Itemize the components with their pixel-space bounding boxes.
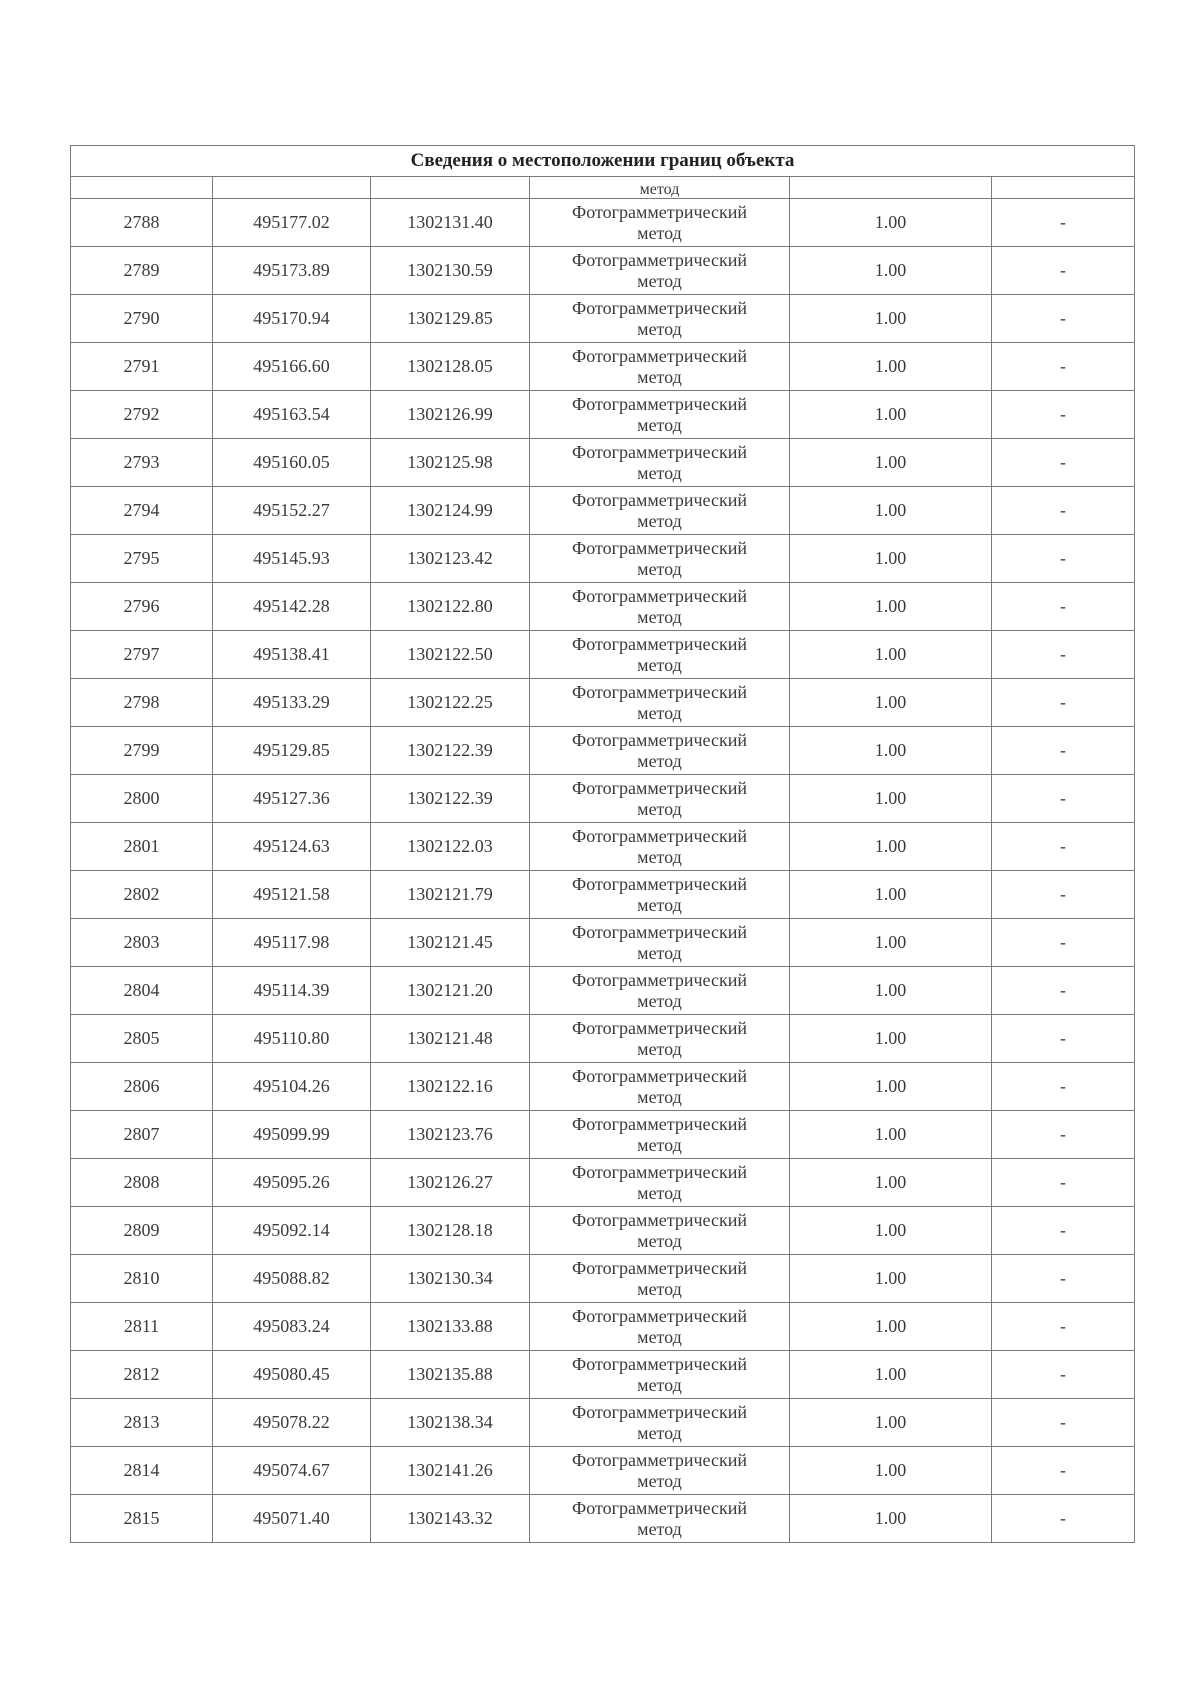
precision-cell: 1.00 bbox=[790, 391, 992, 439]
table-body bbox=[71, 177, 1135, 1543]
x-coordinate-cell: 495145.93 bbox=[213, 535, 371, 583]
x-coordinate-cell: 495173.89 bbox=[213, 247, 371, 295]
method-line: Фотограмметрический bbox=[572, 201, 747, 222]
method-line: метод bbox=[637, 1278, 682, 1299]
point-number-cell: 2804 bbox=[71, 967, 213, 1015]
table-row bbox=[71, 1399, 1135, 1447]
x-coordinate-cell: 495110.80 bbox=[213, 1015, 371, 1063]
y-coordinate-cell: 1302123.76 bbox=[371, 1111, 530, 1159]
method-cell bbox=[530, 1207, 790, 1255]
precision-cell: 1.00 bbox=[790, 919, 992, 967]
point-number-cell: 2805 bbox=[71, 1015, 213, 1063]
method-line: метод bbox=[637, 990, 682, 1011]
table-row bbox=[71, 295, 1135, 343]
precision-cell: 1.00 bbox=[790, 295, 992, 343]
cell bbox=[213, 177, 371, 199]
description-cell: - bbox=[992, 1495, 1135, 1543]
table-row bbox=[71, 199, 1135, 247]
x-coordinate-cell: 495160.05 bbox=[213, 439, 371, 487]
x-coordinate-cell: 495170.94 bbox=[213, 295, 371, 343]
precision-cell: 1.00 bbox=[790, 1255, 992, 1303]
y-coordinate-cell: 1302122.39 bbox=[371, 727, 530, 775]
y-coordinate-cell: 1302123.42 bbox=[371, 535, 530, 583]
method-line: Фотограмметрический bbox=[572, 1161, 747, 1182]
table-row bbox=[71, 1111, 1135, 1159]
description-cell: - bbox=[992, 487, 1135, 535]
precision-cell: 1.00 bbox=[790, 823, 992, 871]
precision-cell: 1.00 bbox=[790, 727, 992, 775]
method-line: Фотограмметрический bbox=[572, 1065, 747, 1086]
method-cell bbox=[530, 823, 790, 871]
y-coordinate-cell: 1302125.98 bbox=[371, 439, 530, 487]
description-cell: - bbox=[992, 727, 1135, 775]
method-cell bbox=[530, 535, 790, 583]
method-line: метод bbox=[637, 654, 682, 675]
point-number-cell: 2792 bbox=[71, 391, 213, 439]
method-line: метод bbox=[637, 558, 682, 579]
x-coordinate-cell: 495095.26 bbox=[213, 1159, 371, 1207]
description-cell: - bbox=[992, 343, 1135, 391]
table-row bbox=[71, 1207, 1135, 1255]
method-line: Фотограмметрический bbox=[572, 1305, 747, 1326]
x-coordinate-cell: 495092.14 bbox=[213, 1207, 371, 1255]
point-number-cell: 2789 bbox=[71, 247, 213, 295]
method-line: метод bbox=[637, 942, 682, 963]
y-coordinate-cell: 1302126.99 bbox=[371, 391, 530, 439]
y-coordinate-cell: 1302133.88 bbox=[371, 1303, 530, 1351]
y-coordinate-cell: 1302130.34 bbox=[371, 1255, 530, 1303]
description-cell: - bbox=[992, 919, 1135, 967]
x-coordinate-cell: 495104.26 bbox=[213, 1063, 371, 1111]
x-coordinate-cell: 495099.99 bbox=[213, 1111, 371, 1159]
method-line: Фотограмметрический bbox=[572, 1449, 747, 1470]
method-cell bbox=[530, 1255, 790, 1303]
point-number-cell: 2803 bbox=[71, 919, 213, 967]
method-cell bbox=[530, 1111, 790, 1159]
precision-cell: 1.00 bbox=[790, 1207, 992, 1255]
method-cell bbox=[530, 391, 790, 439]
description-cell: - bbox=[992, 391, 1135, 439]
point-number-cell: 2799 bbox=[71, 727, 213, 775]
method-line: метод bbox=[637, 222, 682, 243]
description-cell: - bbox=[992, 967, 1135, 1015]
precision-cell: 1.00 bbox=[790, 199, 992, 247]
x-coordinate-cell: 495152.27 bbox=[213, 487, 371, 535]
x-coordinate-cell: 495163.54 bbox=[213, 391, 371, 439]
precision-cell: 1.00 bbox=[790, 1447, 992, 1495]
y-coordinate-cell: 1302121.79 bbox=[371, 871, 530, 919]
y-coordinate-cell: 1302122.50 bbox=[371, 631, 530, 679]
method-line: Фотограмметрический bbox=[572, 1401, 747, 1422]
precision-cell: 1.00 bbox=[790, 1351, 992, 1399]
table-row bbox=[71, 1063, 1135, 1111]
method-line: метод bbox=[637, 894, 682, 915]
precision-cell: 1.00 bbox=[790, 1399, 992, 1447]
method-cell bbox=[530, 1303, 790, 1351]
point-number-cell: 2812 bbox=[71, 1351, 213, 1399]
point-number-cell: 2798 bbox=[71, 679, 213, 727]
method-cell bbox=[530, 967, 790, 1015]
method-line: Фотограмметрический bbox=[572, 969, 747, 990]
x-coordinate-cell: 495088.82 bbox=[213, 1255, 371, 1303]
y-coordinate-cell: 1302121.20 bbox=[371, 967, 530, 1015]
table-row bbox=[71, 1255, 1135, 1303]
table-row bbox=[71, 727, 1135, 775]
method-line: метод bbox=[637, 366, 682, 387]
method-line: метод bbox=[637, 702, 682, 723]
method-cell bbox=[530, 1447, 790, 1495]
method-line: метод bbox=[637, 846, 682, 867]
table-row bbox=[71, 871, 1135, 919]
description-cell: - bbox=[992, 1207, 1135, 1255]
method-line: Фотограмметрический bbox=[572, 393, 747, 414]
method-cell bbox=[530, 1063, 790, 1111]
method-cell bbox=[530, 727, 790, 775]
method-cell bbox=[530, 343, 790, 391]
point-number-cell: 2811 bbox=[71, 1303, 213, 1351]
table-row bbox=[71, 391, 1135, 439]
method-line: метод bbox=[637, 318, 682, 339]
description-cell: - bbox=[992, 439, 1135, 487]
method-line: Фотограмметрический bbox=[572, 681, 747, 702]
method-line: метод bbox=[637, 606, 682, 627]
y-coordinate-cell: 1302122.25 bbox=[371, 679, 530, 727]
cell bbox=[371, 177, 530, 199]
table-row bbox=[71, 679, 1135, 727]
method-cell bbox=[530, 775, 790, 823]
method-line: метод bbox=[637, 462, 682, 483]
point-number-cell: 2796 bbox=[71, 583, 213, 631]
method-line: Фотограмметрический bbox=[572, 729, 747, 750]
description-cell: - bbox=[992, 295, 1135, 343]
method-cell bbox=[530, 919, 790, 967]
table-row bbox=[71, 775, 1135, 823]
point-number-cell: 2813 bbox=[71, 1399, 213, 1447]
precision-cell: 1.00 bbox=[790, 775, 992, 823]
cell bbox=[71, 177, 213, 199]
y-coordinate-cell: 1302129.85 bbox=[371, 295, 530, 343]
method-line: Фотограмметрический bbox=[572, 633, 747, 654]
table-row bbox=[71, 487, 1135, 535]
description-cell: - bbox=[992, 1063, 1135, 1111]
x-coordinate-cell: 495129.85 bbox=[213, 727, 371, 775]
description-cell: - bbox=[992, 199, 1135, 247]
x-coordinate-cell: 495080.45 bbox=[213, 1351, 371, 1399]
x-coordinate-cell: 495083.24 bbox=[213, 1303, 371, 1351]
y-coordinate-cell: 1302130.59 bbox=[371, 247, 530, 295]
table-row bbox=[71, 1159, 1135, 1207]
description-cell: - bbox=[992, 775, 1135, 823]
point-number-cell: 2788 bbox=[71, 199, 213, 247]
cell: метод bbox=[530, 177, 790, 199]
precision-cell: 1.00 bbox=[790, 535, 992, 583]
point-number-cell: 2800 bbox=[71, 775, 213, 823]
method-line: метод bbox=[637, 1086, 682, 1107]
precision-cell: 1.00 bbox=[790, 871, 992, 919]
method-line: Фотограмметрический bbox=[572, 1113, 747, 1134]
method-cell bbox=[530, 1495, 790, 1543]
method-line: Фотограмметрический bbox=[572, 249, 747, 270]
precision-cell: 1.00 bbox=[790, 1015, 992, 1063]
method-line: метод bbox=[637, 1326, 682, 1347]
cell bbox=[992, 177, 1135, 199]
x-coordinate-cell: 495142.28 bbox=[213, 583, 371, 631]
y-coordinate-cell: 1302143.32 bbox=[371, 1495, 530, 1543]
y-coordinate-cell: 1302128.05 bbox=[371, 343, 530, 391]
method-cell bbox=[530, 295, 790, 343]
description-cell: - bbox=[992, 1303, 1135, 1351]
table-row bbox=[71, 1303, 1135, 1351]
x-coordinate-cell: 495133.29 bbox=[213, 679, 371, 727]
method-line: метод bbox=[637, 1374, 682, 1395]
point-number-cell: 2791 bbox=[71, 343, 213, 391]
precision-cell: 1.00 bbox=[790, 1495, 992, 1543]
table-row bbox=[71, 919, 1135, 967]
point-number-cell: 2814 bbox=[71, 1447, 213, 1495]
x-coordinate-cell: 495138.41 bbox=[213, 631, 371, 679]
x-coordinate-cell: 495121.58 bbox=[213, 871, 371, 919]
method-line: метод bbox=[637, 1134, 682, 1155]
point-number-cell: 2807 bbox=[71, 1111, 213, 1159]
precision-cell: 1.00 bbox=[790, 1111, 992, 1159]
description-cell: - bbox=[992, 1351, 1135, 1399]
point-number-cell: 2793 bbox=[71, 439, 213, 487]
method-cell bbox=[530, 871, 790, 919]
point-number-cell: 2808 bbox=[71, 1159, 213, 1207]
method-line: метод bbox=[637, 1182, 682, 1203]
precision-cell: 1.00 bbox=[790, 583, 992, 631]
precision-cell: 1.00 bbox=[790, 487, 992, 535]
method-cell bbox=[530, 439, 790, 487]
point-number-cell: 2797 bbox=[71, 631, 213, 679]
table-row bbox=[71, 1447, 1135, 1495]
description-cell: - bbox=[992, 583, 1135, 631]
x-coordinate-cell: 495177.02 bbox=[213, 199, 371, 247]
method-line: Фотограмметрический bbox=[572, 489, 747, 510]
description-cell: - bbox=[992, 1447, 1135, 1495]
description-cell: - bbox=[992, 1399, 1135, 1447]
precision-cell: 1.00 bbox=[790, 247, 992, 295]
method-line: метод bbox=[637, 1230, 682, 1251]
method-cell bbox=[530, 1159, 790, 1207]
description-cell: - bbox=[992, 823, 1135, 871]
method-line: Фотограмметрический bbox=[572, 345, 747, 366]
table-title: Сведения о местоположении границ объекта bbox=[71, 146, 1135, 177]
x-coordinate-cell: 495127.36 bbox=[213, 775, 371, 823]
y-coordinate-cell: 1302131.40 bbox=[371, 199, 530, 247]
description-cell: - bbox=[992, 1015, 1135, 1063]
method-cell bbox=[530, 631, 790, 679]
y-coordinate-cell: 1302138.34 bbox=[371, 1399, 530, 1447]
method-line: метод bbox=[637, 750, 682, 771]
description-cell: - bbox=[992, 535, 1135, 583]
y-coordinate-cell: 1302122.80 bbox=[371, 583, 530, 631]
precision-cell: 1.00 bbox=[790, 1063, 992, 1111]
point-number-cell: 2801 bbox=[71, 823, 213, 871]
table-row bbox=[71, 1495, 1135, 1543]
description-cell: - bbox=[992, 1255, 1135, 1303]
point-number-cell: 2795 bbox=[71, 535, 213, 583]
y-coordinate-cell: 1302126.27 bbox=[371, 1159, 530, 1207]
method-line: Фотограмметрический bbox=[572, 585, 747, 606]
method-line: Фотограмметрический bbox=[572, 825, 747, 846]
method-line: метод bbox=[637, 1038, 682, 1059]
method-line: Фотограмметрический bbox=[572, 1497, 747, 1518]
point-number-cell: 2810 bbox=[71, 1255, 213, 1303]
x-coordinate-cell: 495117.98 bbox=[213, 919, 371, 967]
description-cell: - bbox=[992, 679, 1135, 727]
method-line: метод bbox=[637, 414, 682, 435]
description-cell: - bbox=[992, 1159, 1135, 1207]
method-cell bbox=[530, 199, 790, 247]
boundary-table bbox=[70, 145, 1135, 1543]
method-line: метод bbox=[637, 1422, 682, 1443]
method-cell bbox=[530, 679, 790, 727]
table-row bbox=[71, 247, 1135, 295]
method-line: метод bbox=[637, 270, 682, 291]
table-row bbox=[71, 343, 1135, 391]
point-number-cell: 2815 bbox=[71, 1495, 213, 1543]
table-row bbox=[71, 823, 1135, 871]
table-row bbox=[71, 967, 1135, 1015]
description-cell: - bbox=[992, 871, 1135, 919]
table-row bbox=[71, 1351, 1135, 1399]
table-row bbox=[71, 439, 1135, 487]
precision-cell: 1.00 bbox=[790, 679, 992, 727]
x-coordinate-cell: 495074.67 bbox=[213, 1447, 371, 1495]
y-coordinate-cell: 1302122.39 bbox=[371, 775, 530, 823]
table-row bbox=[71, 535, 1135, 583]
method-line: Фотограмметрический bbox=[572, 1257, 747, 1278]
precision-cell: 1.00 bbox=[790, 967, 992, 1015]
point-number-cell: 2802 bbox=[71, 871, 213, 919]
point-number-cell: 2809 bbox=[71, 1207, 213, 1255]
x-coordinate-cell: 495078.22 bbox=[213, 1399, 371, 1447]
continuation-row bbox=[71, 177, 1135, 199]
point-number-cell: 2790 bbox=[71, 295, 213, 343]
x-coordinate-cell: 495166.60 bbox=[213, 343, 371, 391]
method-line: Фотограмметрический bbox=[572, 1353, 747, 1374]
precision-cell: 1.00 bbox=[790, 343, 992, 391]
precision-cell: 1.00 bbox=[790, 631, 992, 679]
y-coordinate-cell: 1302122.03 bbox=[371, 823, 530, 871]
y-coordinate-cell: 1302124.99 bbox=[371, 487, 530, 535]
y-coordinate-cell: 1302121.45 bbox=[371, 919, 530, 967]
method-line: Фотограмметрический bbox=[572, 1209, 747, 1230]
precision-cell: 1.00 bbox=[790, 1159, 992, 1207]
y-coordinate-cell: 1302128.18 bbox=[371, 1207, 530, 1255]
method-cell bbox=[530, 1351, 790, 1399]
y-coordinate-cell: 1302122.16 bbox=[371, 1063, 530, 1111]
x-coordinate-cell: 495114.39 bbox=[213, 967, 371, 1015]
x-coordinate-cell: 495071.40 bbox=[213, 1495, 371, 1543]
method-line: метод bbox=[637, 798, 682, 819]
x-coordinate-cell: 495124.63 bbox=[213, 823, 371, 871]
method-cell bbox=[530, 247, 790, 295]
precision-cell: 1.00 bbox=[790, 439, 992, 487]
method-line: Фотограмметрический bbox=[572, 1017, 747, 1038]
table-row bbox=[71, 583, 1135, 631]
point-number-cell: 2806 bbox=[71, 1063, 213, 1111]
point-number-cell: 2794 bbox=[71, 487, 213, 535]
table-row bbox=[71, 1015, 1135, 1063]
method-line: Фотограмметрический bbox=[572, 873, 747, 894]
method-cell bbox=[530, 487, 790, 535]
cell bbox=[790, 177, 992, 199]
description-cell: - bbox=[992, 247, 1135, 295]
method-line: метод bbox=[637, 1470, 682, 1491]
y-coordinate-cell: 1302121.48 bbox=[371, 1015, 530, 1063]
description-cell: - bbox=[992, 631, 1135, 679]
method-line: метод bbox=[637, 1518, 682, 1539]
method-line: Фотограмметрический bbox=[572, 297, 747, 318]
method-line: Фотограмметрический bbox=[572, 441, 747, 462]
method-cell bbox=[530, 1399, 790, 1447]
method-cell bbox=[530, 583, 790, 631]
description-cell: - bbox=[992, 1111, 1135, 1159]
table-row bbox=[71, 631, 1135, 679]
method-line: метод bbox=[637, 510, 682, 531]
y-coordinate-cell: 1302135.88 bbox=[371, 1351, 530, 1399]
method-line: Фотограмметрический bbox=[572, 777, 747, 798]
precision-cell: 1.00 bbox=[790, 1303, 992, 1351]
y-coordinate-cell: 1302141.26 bbox=[371, 1447, 530, 1495]
method-line: Фотограмметрический bbox=[572, 537, 747, 558]
method-line: Фотограмметрический bbox=[572, 921, 747, 942]
method-cell bbox=[530, 1015, 790, 1063]
